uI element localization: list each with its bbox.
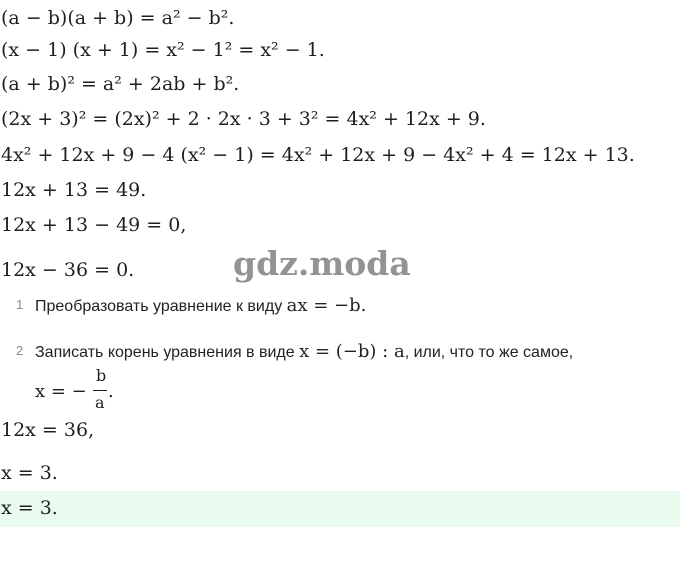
answer-box — [0, 491, 680, 527]
equation-line-10: x = 3. — [1, 462, 58, 484]
step-text — [35, 295, 366, 316]
step-2-label: Записать корень уравнения в виде — [35, 344, 300, 361]
equation-line-2: (x − 1) (x + 1) = x² − 1² = x² − 1. — [1, 39, 325, 61]
step-number: 2 — [16, 343, 24, 358]
step-2 — [0, 341, 680, 365]
equation-line-8: 12x − 36 = 0. — [1, 259, 135, 281]
fraction-denominator: a — [95, 393, 105, 411]
fraction-numerator: b — [96, 366, 107, 385]
equation-line-3: (a + b)² = a² + 2ab + b². — [1, 73, 240, 95]
equation-line-1: (a − b)(a + b) = a² − b². — [1, 7, 235, 29]
fraction-tail: . — [108, 381, 114, 402]
step-text — [35, 341, 573, 362]
equation-line-5: 4x² + 12x + 9 − 4 (x² − 1) = 4x² + 12x + 9 − 4x² + 4 = 12x + 13. — [1, 144, 635, 166]
fraction-bar — [93, 390, 107, 391]
step-1-label: Преобразовать уравнение к виду — [35, 298, 287, 315]
watermark-logo: gdz.moda — [233, 244, 411, 283]
step-1 — [0, 295, 680, 319]
fraction-lhs: x = − — [35, 381, 87, 402]
equation-line-7: 12x + 13 − 49 = 0, — [1, 214, 187, 236]
step-1-math: ax = −b. — [286, 295, 367, 316]
equation-line-4: (2x + 3)² = (2x)² + 2 · 2x · 3 + 3² = 4x² + 12x + 9. — [1, 108, 486, 130]
step-2-math: x = (−b) : a — [299, 341, 405, 362]
equation-line-6: 12x + 13 = 49. — [1, 179, 147, 201]
step-number: 1 — [16, 297, 24, 312]
equation-line-9: 12x = 36, — [1, 419, 95, 441]
step-2-label-after: , или, что то же самое, — [404, 344, 574, 361]
answer-text: x = 3. — [1, 497, 58, 519]
